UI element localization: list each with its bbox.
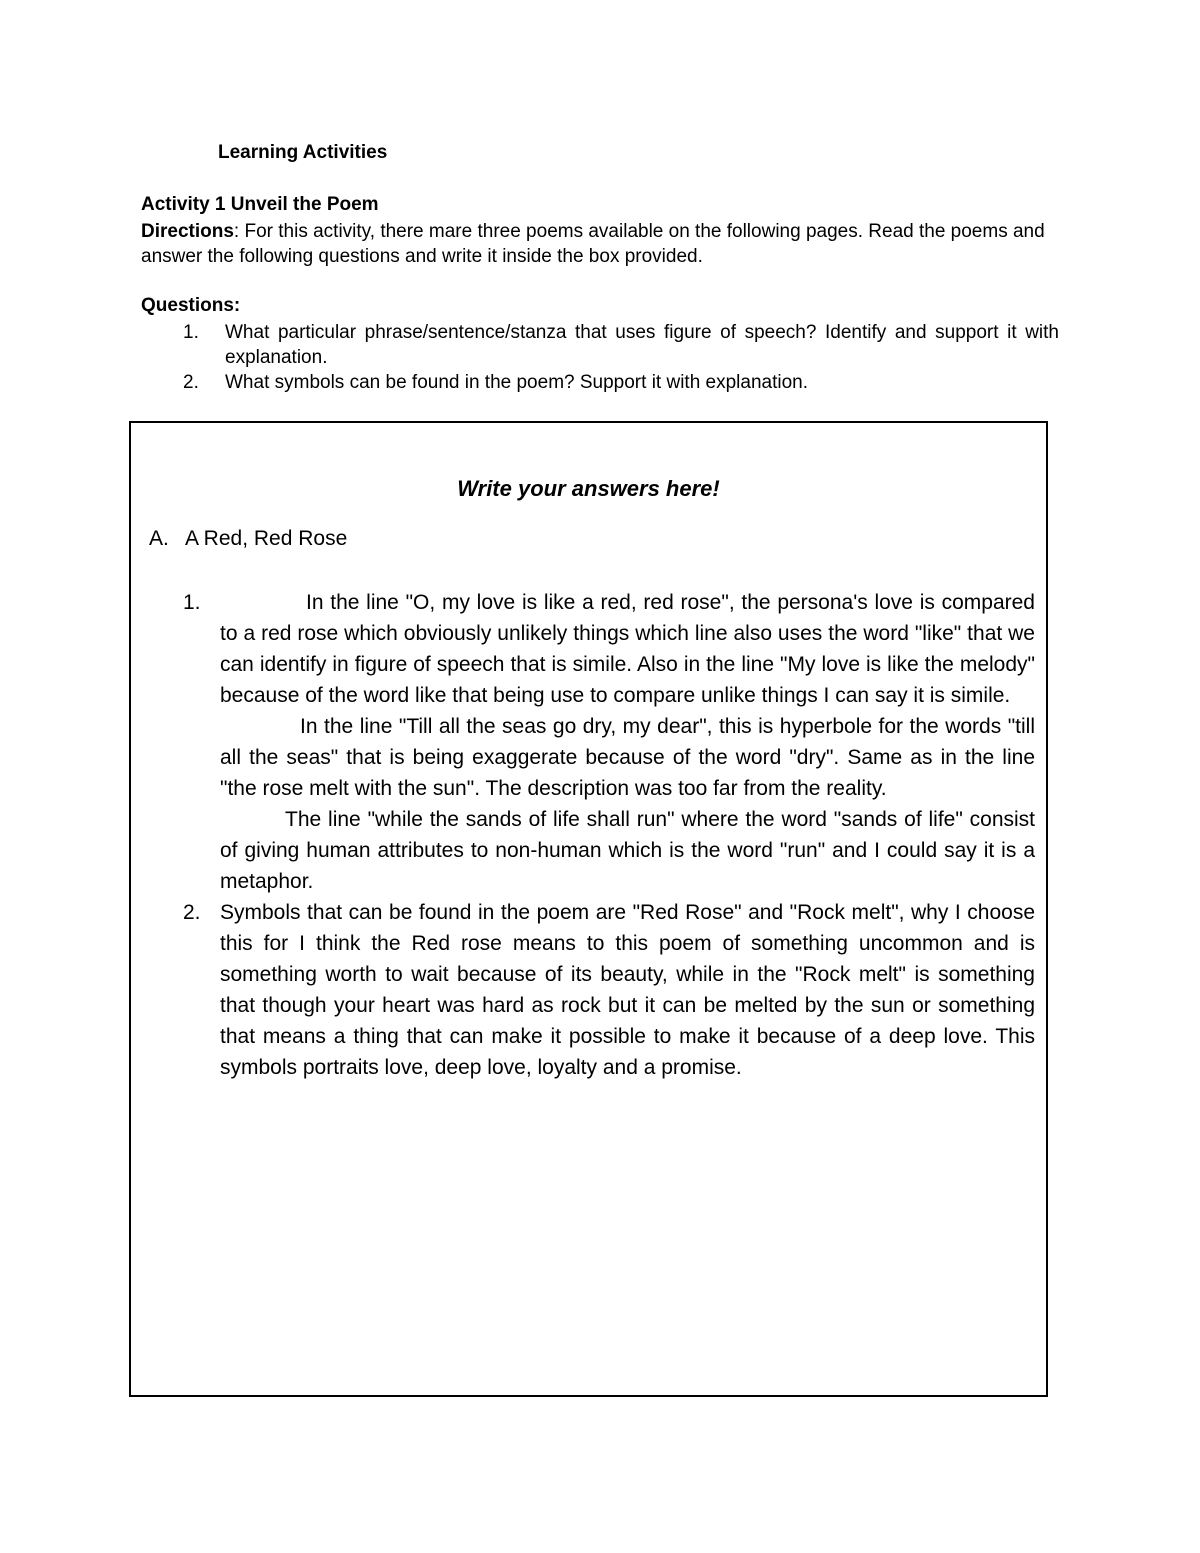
answer-number: 2. xyxy=(183,901,201,924)
answer-paragraph: In the line "O, my love is like a red, red rose", the persona's love is compared to a red rose which obviously unlikely things which line also uses the word "like" that we can identify in figure of speech that is simile. Also in the line "My love is like the melody" because of the word like that being use to compare unlike things I can say it is simile. xyxy=(220,591,1035,707)
answer-item xyxy=(183,587,1035,897)
section-letter: A. xyxy=(149,527,169,550)
page-title: Learning Activities xyxy=(218,142,388,163)
questions-list xyxy=(141,320,1059,395)
directions-label: Directions xyxy=(141,221,234,242)
question-text: What symbols can be found in the poem? Support it with explanation. xyxy=(225,372,809,393)
section-heading xyxy=(149,527,347,551)
answer-box xyxy=(129,421,1048,1397)
question-item xyxy=(141,320,1059,370)
answer-paragraph: In the line "Till all the seas go dry, my dear", this is hyperbole for the words "till all the seas" that is being exaggerate because of the word "dry". Same as in the line "the rose melt with the sun". The description was too far from the reality. xyxy=(220,715,1035,800)
question-number: 1. xyxy=(183,322,199,343)
directions xyxy=(141,219,1059,269)
activity-title: Activity 1 Unveil the Poem xyxy=(141,194,379,215)
section-title: A Red, Red Rose xyxy=(185,527,348,550)
answer-number: 1. xyxy=(183,591,201,614)
question-text: What particular phrase/sentence/stanza that uses figure of speech? Identify and support it with explanation. xyxy=(225,322,1059,368)
answers-list xyxy=(183,587,1035,1083)
directions-text: : For this activity, there mare three poems available on the following pages. Read the poems and answer the following questions and write it inside the box provided. xyxy=(141,221,1045,267)
answer-paragraph: Symbols that can be found in the poem are "Red Rose" and "Rock melt", why I choose this for I think the Red rose means to this poem of something uncommon and is something worth to wait because of its beauty, while in the "Rock melt" is something that though your heart was hard as rock but it can be melted by the sun or something that means a thing that can make it possible to make it because of a deep love. This symbols portraits love, deep love, loyalty and a promise. xyxy=(220,901,1035,1079)
question-number: 2. xyxy=(183,372,199,393)
question-item xyxy=(141,370,1059,395)
answer-box-heading: Write your answers here! xyxy=(457,476,720,501)
answer-paragraph: The line "while the sands of life shall run" where the word "sands of life" consist of giving human attributes to non-human which is the word "run" and I could say it is a metaphor. xyxy=(220,808,1035,893)
answer-item xyxy=(183,897,1035,1083)
questions-heading: Questions: xyxy=(141,295,241,316)
